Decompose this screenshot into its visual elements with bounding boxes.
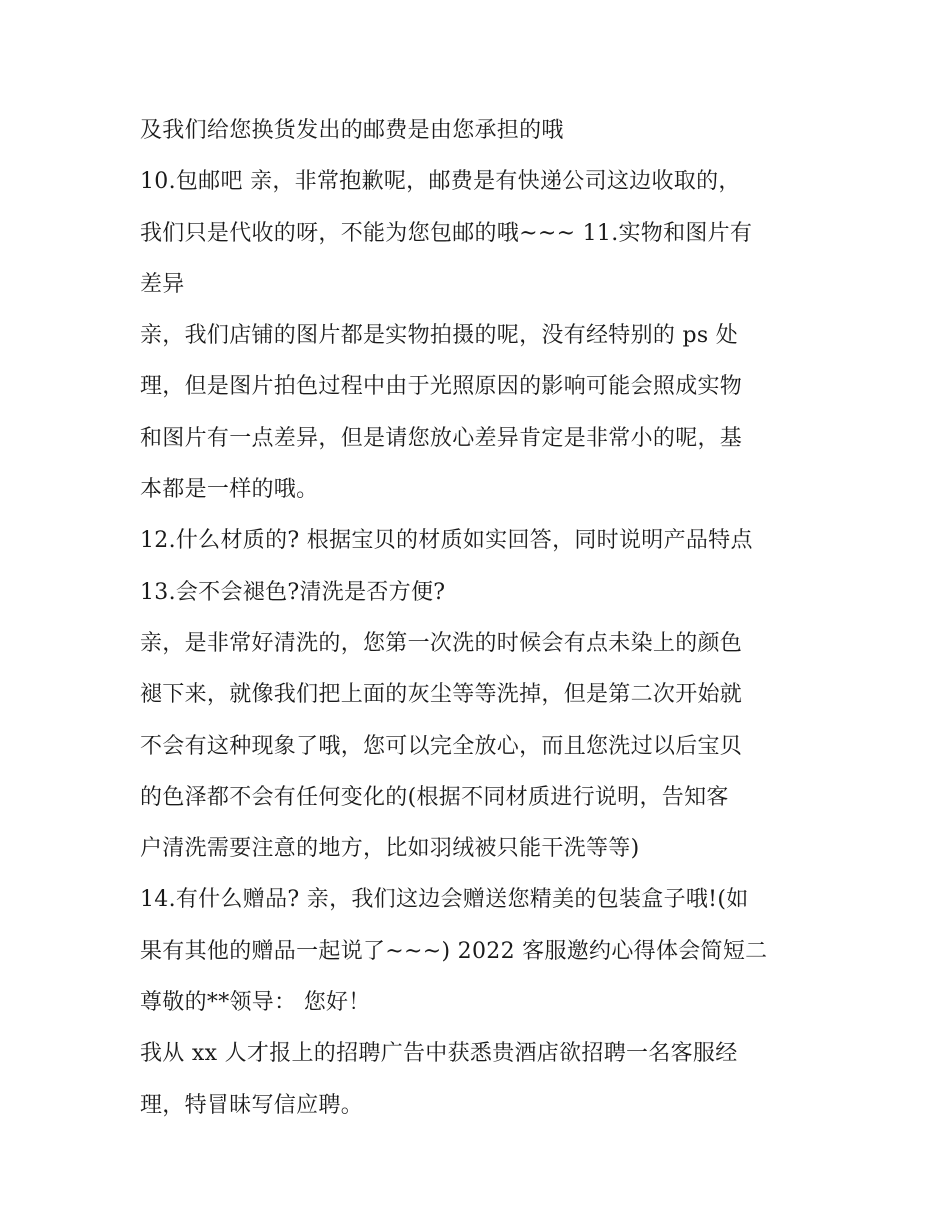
text-line: 褪下来，就像我们把上面的灰尘等等洗掉，但是第二次开始就 <box>140 682 743 708</box>
text-line: 理，但是图片拍色过程中由于光照原因的影响可能会照成实物 <box>140 374 743 400</box>
text-line: 尊敬的**领导： 您好！ <box>140 990 371 1016</box>
text-line: 不会有这种现象了哦，您可以完全放心，而且您洗过以后宝贝 <box>140 733 743 759</box>
text-line: 差异 <box>140 271 185 297</box>
document-body <box>140 105 820 1131</box>
text-line: 我们只是代收的呀，不能为您包邮的哦~~~ 11.实物和图片有 <box>140 220 753 246</box>
text-line: 和图片有一点差异，但是请您放心差异肯定是非常小的呢，基 <box>140 425 743 451</box>
text-line: 及我们给您换货发出的邮费是由您承担的哦 <box>140 118 564 143</box>
text-line: 户清洗需要注意的地方，比如羽绒被只能干洗等等) <box>140 836 640 862</box>
text-line: 的色泽都不会有任何变化的(根据不同材质进行说明，告知客 <box>140 784 729 810</box>
text-line: 亲，我们店铺的图片都是实物拍摄的呢，没有经特别的 ps 处 <box>140 323 739 349</box>
text-line: 果有其他的赠品一起说了~~~) 2022 客服邀约心得体会简短二 <box>140 938 768 964</box>
text-line: 13.会不会褪色?清洗是否方便? <box>140 579 446 605</box>
text-line: 12.什么材质的? 根据宝贝的材质如实回答，同时说明产品特点 <box>140 528 753 554</box>
text-line: 14.有什么赠品? 亲，我们这边会赠送您精美的包装盒子哦!(如 <box>140 887 749 913</box>
text-line: 我从 xx 人才报上的招聘广告中获悉贵酒店欲招聘一名客服经 <box>140 1041 738 1067</box>
text-line: 理，特冒昧写信应聘。 <box>140 1092 364 1118</box>
text-line: 10.包邮吧 亲，非常抱歉呢，邮费是有快递公司这边收取的， <box>140 169 741 195</box>
text-line: 本都是一样的哦。 <box>140 477 319 503</box>
text-line: 亲，是非常好清洗的，您第一次洗的时候会有点未染上的颜色 <box>140 630 743 656</box>
